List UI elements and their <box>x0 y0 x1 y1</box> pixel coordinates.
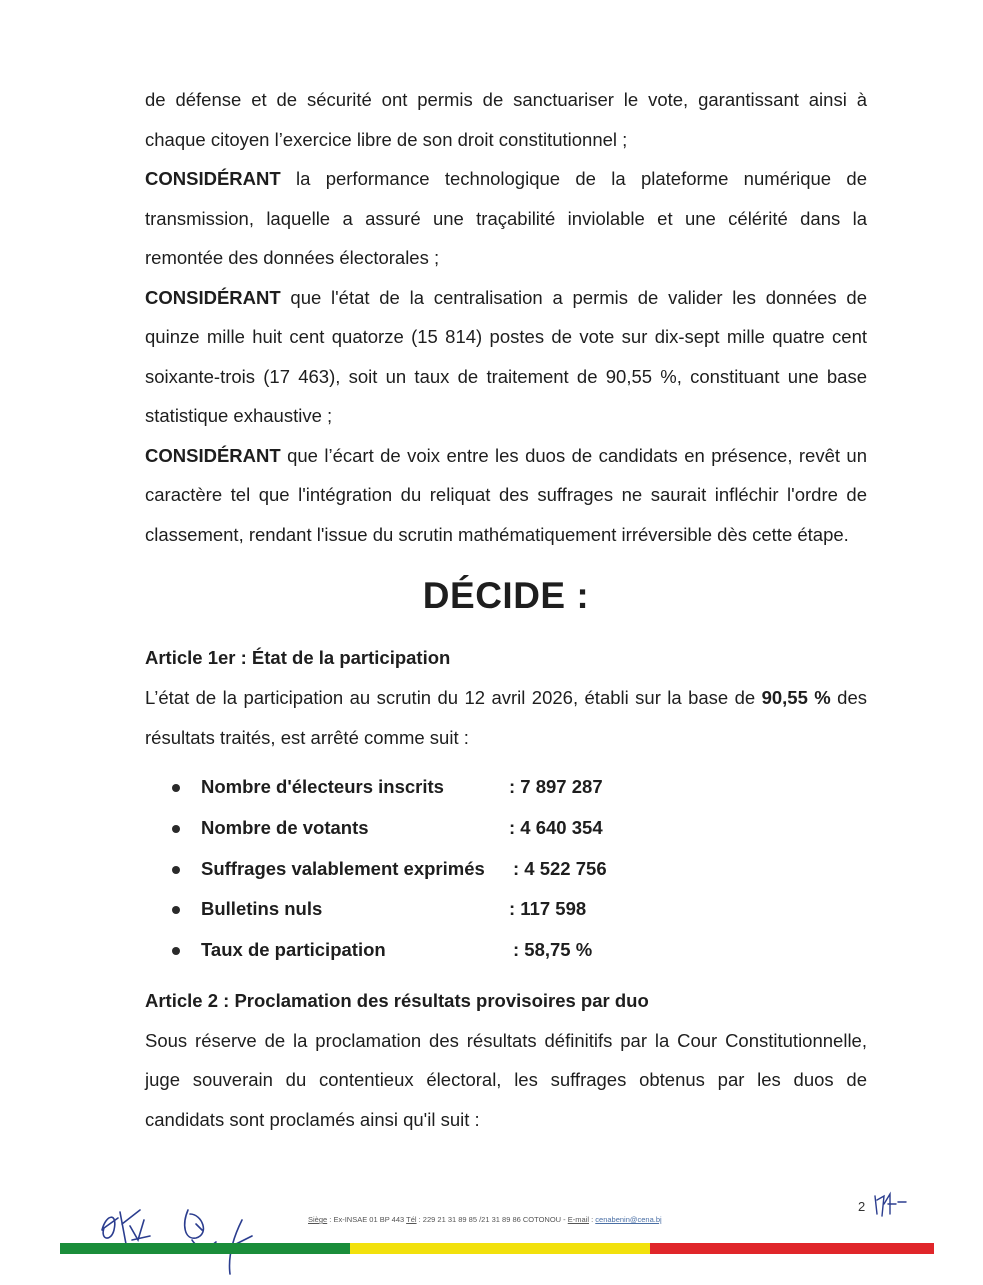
article2-title: Article 2 : Proclamation des résultats provisoires par duo <box>145 989 649 1011</box>
paragraph-considerant-centralisation <box>145 278 867 436</box>
paragraph-considerant-ecart <box>145 436 867 555</box>
bullet-icon <box>172 866 180 874</box>
flag-band-yellow <box>350 1243 650 1254</box>
list-item <box>145 808 867 849</box>
decide-heading: DÉCIDE : <box>422 575 590 616</box>
bullet-icon <box>172 825 180 833</box>
participation-stats-list <box>145 767 867 971</box>
footer-email-label: E-mail <box>567 1215 590 1224</box>
footer-siege-text: : Ex-INSAE 01 BP 443 <box>327 1215 407 1224</box>
article2-text: Sous réserve de la proclamation des résultats définitifs par la Cour Constitutionnelle, juge souverain du contentieux électoral, les suffrages obtenus par les duos de candidats sont proclamés ainsi qu'il suit : <box>145 1029 867 1130</box>
considerant-text: que l'état de la centralisation a permis de valider les données de quinze mille huit cent quatorze (15 814) postes de vote sur dix-sept mille quatre cent soixante-trois (17 463), soit un taux de traitement de 90,55 %, constituant une base statistique exhaustive ; <box>145 286 867 426</box>
considerant-text: la performance technologique de la plateforme numérique de transmission, laquelle a assuré une traçabilité inviolable et une célérité dans la remontée des données électorales ; <box>145 168 867 268</box>
article1-intro-percentage: 90,55 % <box>761 687 831 708</box>
stat-value: : 4 522 756 <box>513 857 607 879</box>
bullet-icon <box>172 947 180 955</box>
article1-intro-text: L’état de la participation au scrutin du 12 avril 2026, établi sur la base de <box>145 687 762 708</box>
document-body <box>145 80 867 1139</box>
stat-value: : 4 640 354 <box>509 816 603 838</box>
footer-email-separator: : <box>589 1215 596 1224</box>
footer-siege-label: Siège <box>308 1215 328 1224</box>
article1-title: Article 1er : État de la participation <box>145 647 451 668</box>
footer-tel-text: : 229 21 31 89 85 /21 31 89 86 COTONOU - <box>416 1215 568 1224</box>
list-item <box>145 849 867 890</box>
stat-label: Bulletins nuls <box>201 898 323 920</box>
paragraph-considerant-technology <box>145 159 867 278</box>
flag-band-red <box>650 1243 934 1254</box>
stat-label: Suffrages valablement exprimés <box>201 857 485 879</box>
flag-band-green <box>60 1243 350 1254</box>
considerant-keyword: CONSIDÉRANT <box>145 286 281 308</box>
bullet-icon <box>172 906 180 914</box>
stat-value: : 117 598 <box>509 898 587 920</box>
considerant-text: que l’écart de voix entre les duos de candidats en présence, revêt un caractère tel que l'intégration du reliquat des suffrages ne saurait infléchir l'ordre de classement, rendant l'issue du scrutin mathématiquement irréversible dès cette étape. <box>145 444 867 545</box>
initials-icon <box>870 1190 910 1220</box>
paragraph-security: de défense et de sécurité ont permis de sanctuariser le vote, garantissant ainsi à chaque citoyen l’exercice libre de son droit constitutionnel ; <box>145 89 867 150</box>
stat-label: Nombre de votants <box>201 816 369 838</box>
considerant-keyword: CONSIDÉRANT <box>145 444 281 466</box>
initials-mark <box>870 1190 910 1225</box>
list-item <box>145 930 867 971</box>
bullet-icon <box>172 784 180 792</box>
article1-intro <box>145 678 867 757</box>
stat-value: : 7 897 287 <box>509 776 603 797</box>
stat-label: Nombre d'électeurs inscrits <box>201 776 444 797</box>
list-item <box>145 767 867 808</box>
article1-intro-text-end: des résultats traités, est arrêté comme suit : <box>145 687 867 748</box>
considerant-keyword: CONSIDÉRANT <box>145 168 281 189</box>
footer-tel-label: Tél <box>406 1215 417 1224</box>
stat-label: Taux de participation <box>201 939 386 961</box>
footer-email-link[interactable]: cenabenin@cena.bj <box>595 1215 662 1224</box>
page-number: 2 <box>858 1199 866 1214</box>
footer-contact <box>308 1215 662 1224</box>
list-item <box>145 889 867 930</box>
signature-icon <box>92 1200 262 1280</box>
stat-value: : 58,75 % <box>513 939 593 961</box>
